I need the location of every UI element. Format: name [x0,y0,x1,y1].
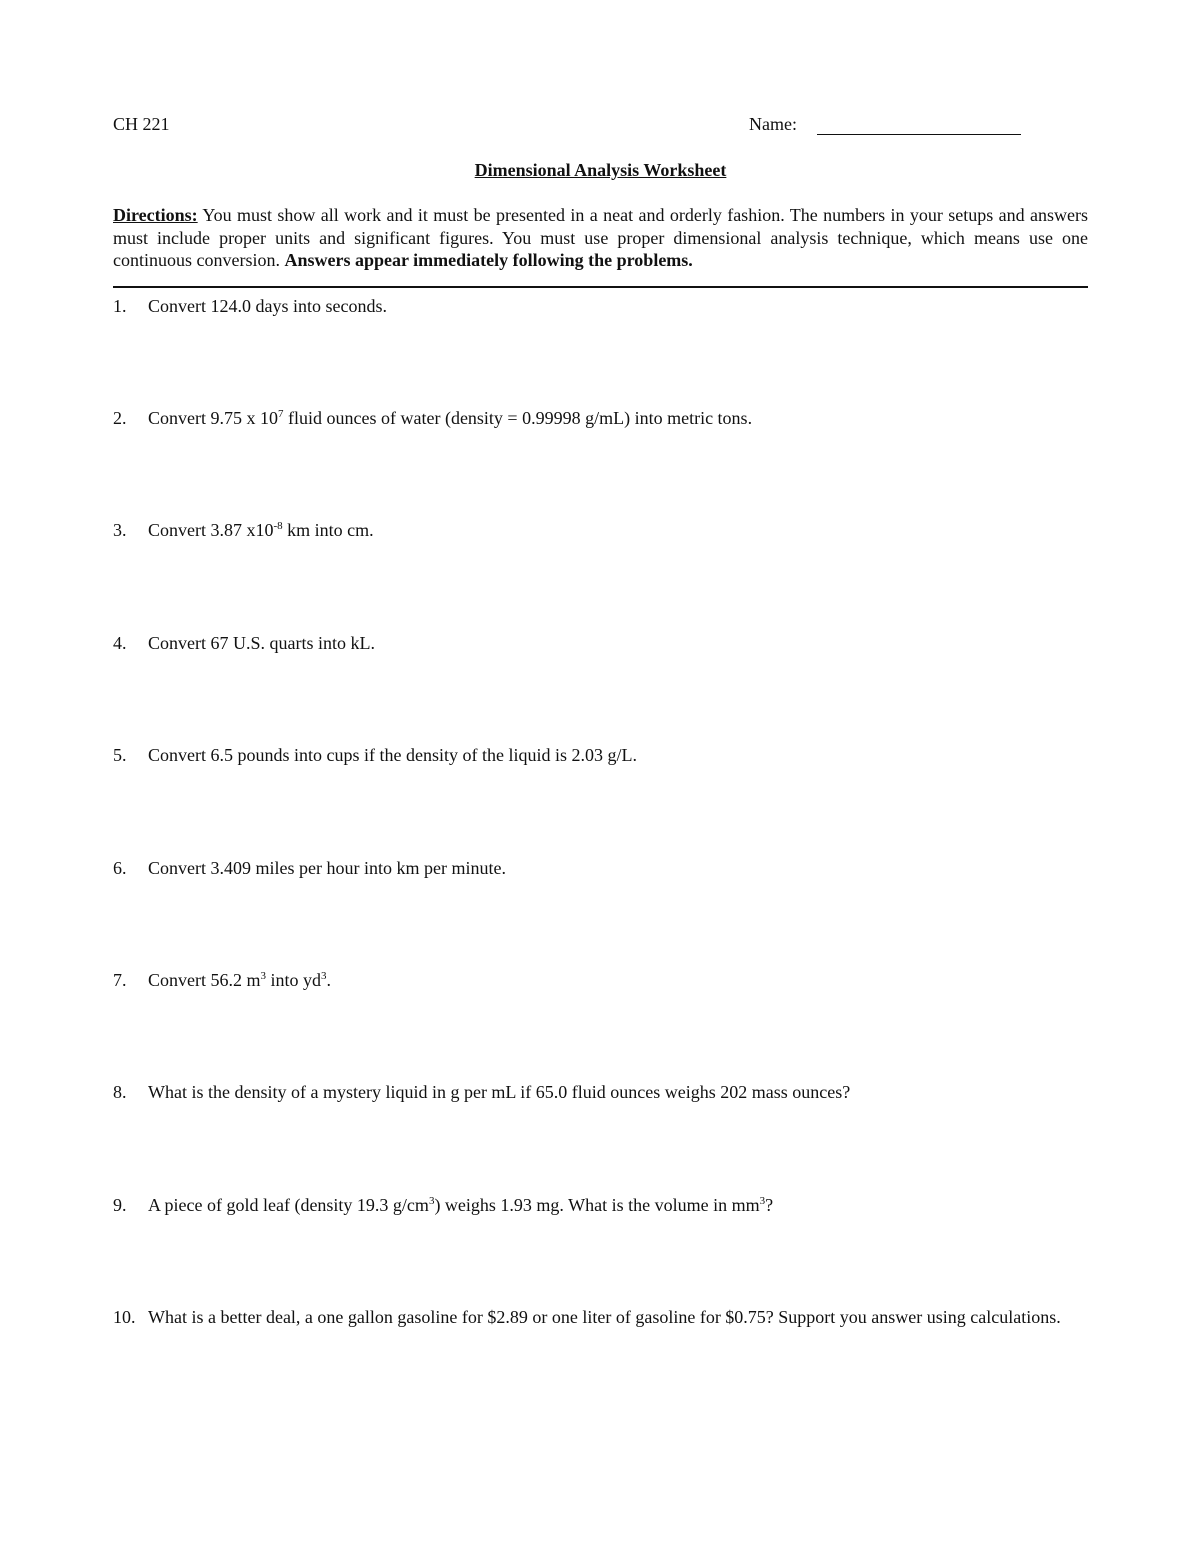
problem-7 [113,969,1088,992]
problem-text-part: . [326,970,332,990]
problem-number: 8. [113,1082,127,1102]
superscript: 3 [321,970,327,982]
problem-2 [113,407,1088,430]
problem-text-part: fluid ounces of water (density = 0.99998 g/mL) into metric tons. [283,408,753,428]
problem-9 [113,1194,1088,1217]
problem-number: 1. [113,296,127,316]
problem-text-part: Convert 56.2 m [148,970,261,990]
problem-text-part: km into cm. [282,520,374,540]
divider-rule [113,286,1088,288]
name-label: Name: [749,114,797,134]
superscript: 3 [260,970,266,982]
problem-text [148,1194,1088,1217]
worksheet-page [113,0,1088,1549]
superscript: 3 [759,1195,766,1207]
problem-number: 10. [113,1307,136,1327]
directions-bold-note: Answers appear immediately following the problems. [284,250,693,270]
directions-text: You must show all work and it must be presented in a neat and orderly fashion. The numbers in your setups and answers must include proper units and significant figures. You must use proper dimensional analysis technique, which means use one continuous conversion. [113,205,1088,270]
problem-10 [113,1306,1088,1329]
problem-text-part: ) weighs 1.93 mg. What is the volume in mm [434,1195,760,1215]
problem-5 [113,744,1088,767]
problem-8 [113,1081,1088,1104]
problem-text: Convert 124.0 days into seconds. [148,296,387,316]
problem-text: Convert 3.409 miles per hour into km per minute. [148,858,506,878]
problem-text: What is a better deal, a one gallon gasoline for $2.89 or one liter of gasoline for $0.75? Support you answer using calculations. [148,1307,1061,1327]
problem-4 [113,632,1088,655]
directions-label: Directions: [113,205,198,225]
problem-number: 4. [113,633,127,653]
problem-number: 9. [113,1195,127,1215]
superscript: -8 [273,520,283,532]
problem-1 [113,295,1088,318]
problem-text: Convert 67 U.S. quarts into kL. [148,633,375,653]
problem-text [148,969,1088,992]
problem-text-part: ? [765,1195,774,1215]
problem-text-part: A piece of gold leaf (density 19.3 g/cm [148,1195,429,1215]
problem-text [148,407,1088,430]
course-code: CH 221 [113,114,170,134]
problem-6 [113,857,1088,880]
directions-paragraph [113,204,1088,272]
problem-number: 5. [113,745,127,765]
problem-3 [113,519,1088,542]
superscript: 7 [278,408,284,420]
problem-text-part: Convert 3.87 x10 [148,520,274,540]
superscript: 3 [428,1195,435,1207]
header-row [113,114,1088,140]
problem-text: Convert 6.5 pounds into cups if the density of the liquid is 2.03 g/L. [148,745,637,765]
problem-text [148,519,1088,542]
problem-number: 2. [113,408,127,428]
page-title: Dimensional Analysis Worksheet [474,160,727,180]
problem-number: 3. [113,520,127,540]
name-blank-line[interactable] [817,134,1021,135]
problem-text-part: into yd [266,970,322,990]
problem-text: What is the density of a mystery liquid in g per mL if 65.0 fluid ounces weighs 202 mass ounces? [148,1082,851,1102]
problem-number: 6. [113,858,127,878]
problem-text-part: Convert 9.75 x 10 [148,408,278,428]
problem-number: 7. [113,970,127,990]
